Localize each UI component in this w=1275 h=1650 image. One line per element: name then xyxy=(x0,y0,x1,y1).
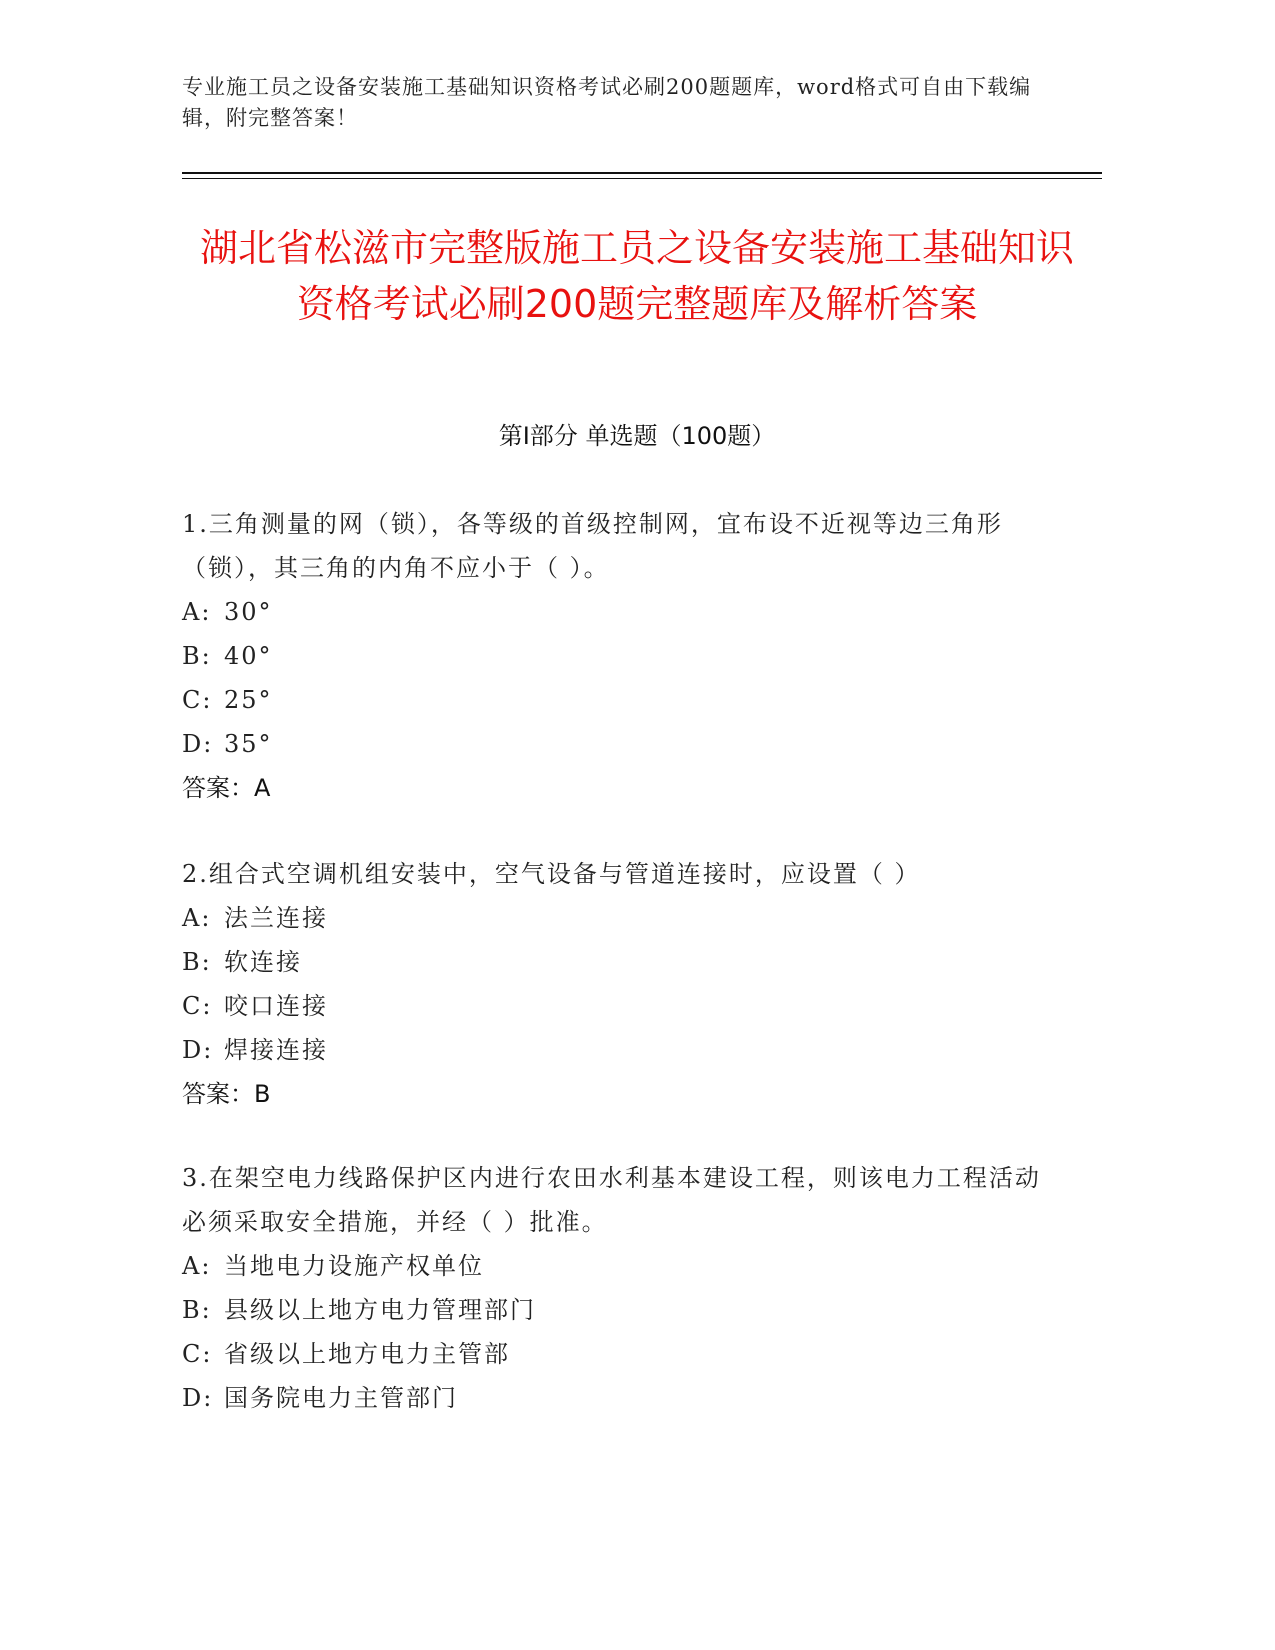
option-d xyxy=(182,1028,1042,1072)
option-text: 30° xyxy=(224,598,273,626)
option-letter: A: xyxy=(182,904,212,932)
question-stem: 3.在架空电力线路保护区内进行农田水利基本建设工程，则该电力工程活动必须采取安全措施，并经（ ）批准。 xyxy=(182,1164,1041,1236)
option-b xyxy=(182,634,1042,678)
option-text: 省级以上地方电力主管部 xyxy=(224,1340,510,1368)
option-a xyxy=(182,590,1042,634)
page-header-text: 专业施工员之设备安装施工基础知识资格考试必刷200题题库，word格式可自由下载编辑，附完整答案！ xyxy=(182,75,1032,130)
option-letter: C: xyxy=(182,686,213,714)
option-d xyxy=(182,722,1042,766)
option-letter: D: xyxy=(182,1036,214,1064)
option-letter: B: xyxy=(182,948,212,976)
question-1 xyxy=(182,502,1042,810)
option-text: 焊接连接 xyxy=(224,1036,328,1064)
option-letter: C: xyxy=(182,992,213,1020)
option-letter: B: xyxy=(182,642,212,670)
header-rule-thick xyxy=(182,172,1102,174)
question-stem: 2.组合式空调机组安装中，空气设备与管道连接时，应设置（ ） xyxy=(182,860,921,888)
option-c xyxy=(182,1332,1042,1376)
option-text: 35° xyxy=(224,730,273,758)
option-letter: D: xyxy=(182,1384,214,1412)
option-c xyxy=(182,984,1042,1028)
question-3 xyxy=(182,1156,1042,1420)
option-b xyxy=(182,940,1042,984)
option-text: 县级以上地方电力管理部门 xyxy=(224,1296,536,1324)
option-text: 当地电力设施产权单位 xyxy=(224,1252,484,1280)
option-letter: C: xyxy=(182,1340,213,1368)
option-text: 25° xyxy=(224,686,273,714)
question-stem: 1.三角测量的网（锁），各等级的首级控制网，宜布设不近视等边三角形（锁），其三角的内角不应小于（ ）。 xyxy=(182,510,1003,582)
option-letter: A: xyxy=(182,1252,212,1280)
question-2 xyxy=(182,852,1042,1116)
option-text: 法兰连接 xyxy=(224,904,328,932)
option-letter: A: xyxy=(182,598,212,626)
document-title: 湖北省松滋市完整版施工员之设备安装施工基础知识资格考试必刷200题完整题库及解析答案 xyxy=(199,226,1074,326)
section-title: 第Ⅰ部分 单选题（100题） xyxy=(498,422,776,450)
option-c xyxy=(182,678,1042,722)
option-b xyxy=(182,1288,1042,1332)
option-letter: D: xyxy=(182,730,214,758)
header-rule-thin xyxy=(182,178,1102,179)
option-text: 咬口连接 xyxy=(224,992,328,1020)
option-text: 国务院电力主管部门 xyxy=(224,1384,458,1412)
option-d xyxy=(182,1376,1042,1420)
option-a xyxy=(182,1244,1042,1288)
option-letter: B: xyxy=(182,1296,212,1324)
answer-line: 答案：A xyxy=(182,774,271,802)
answer-line: 答案：B xyxy=(182,1080,271,1108)
option-text: 40° xyxy=(224,642,273,670)
option-text: 软连接 xyxy=(224,948,302,976)
option-a xyxy=(182,896,1042,940)
